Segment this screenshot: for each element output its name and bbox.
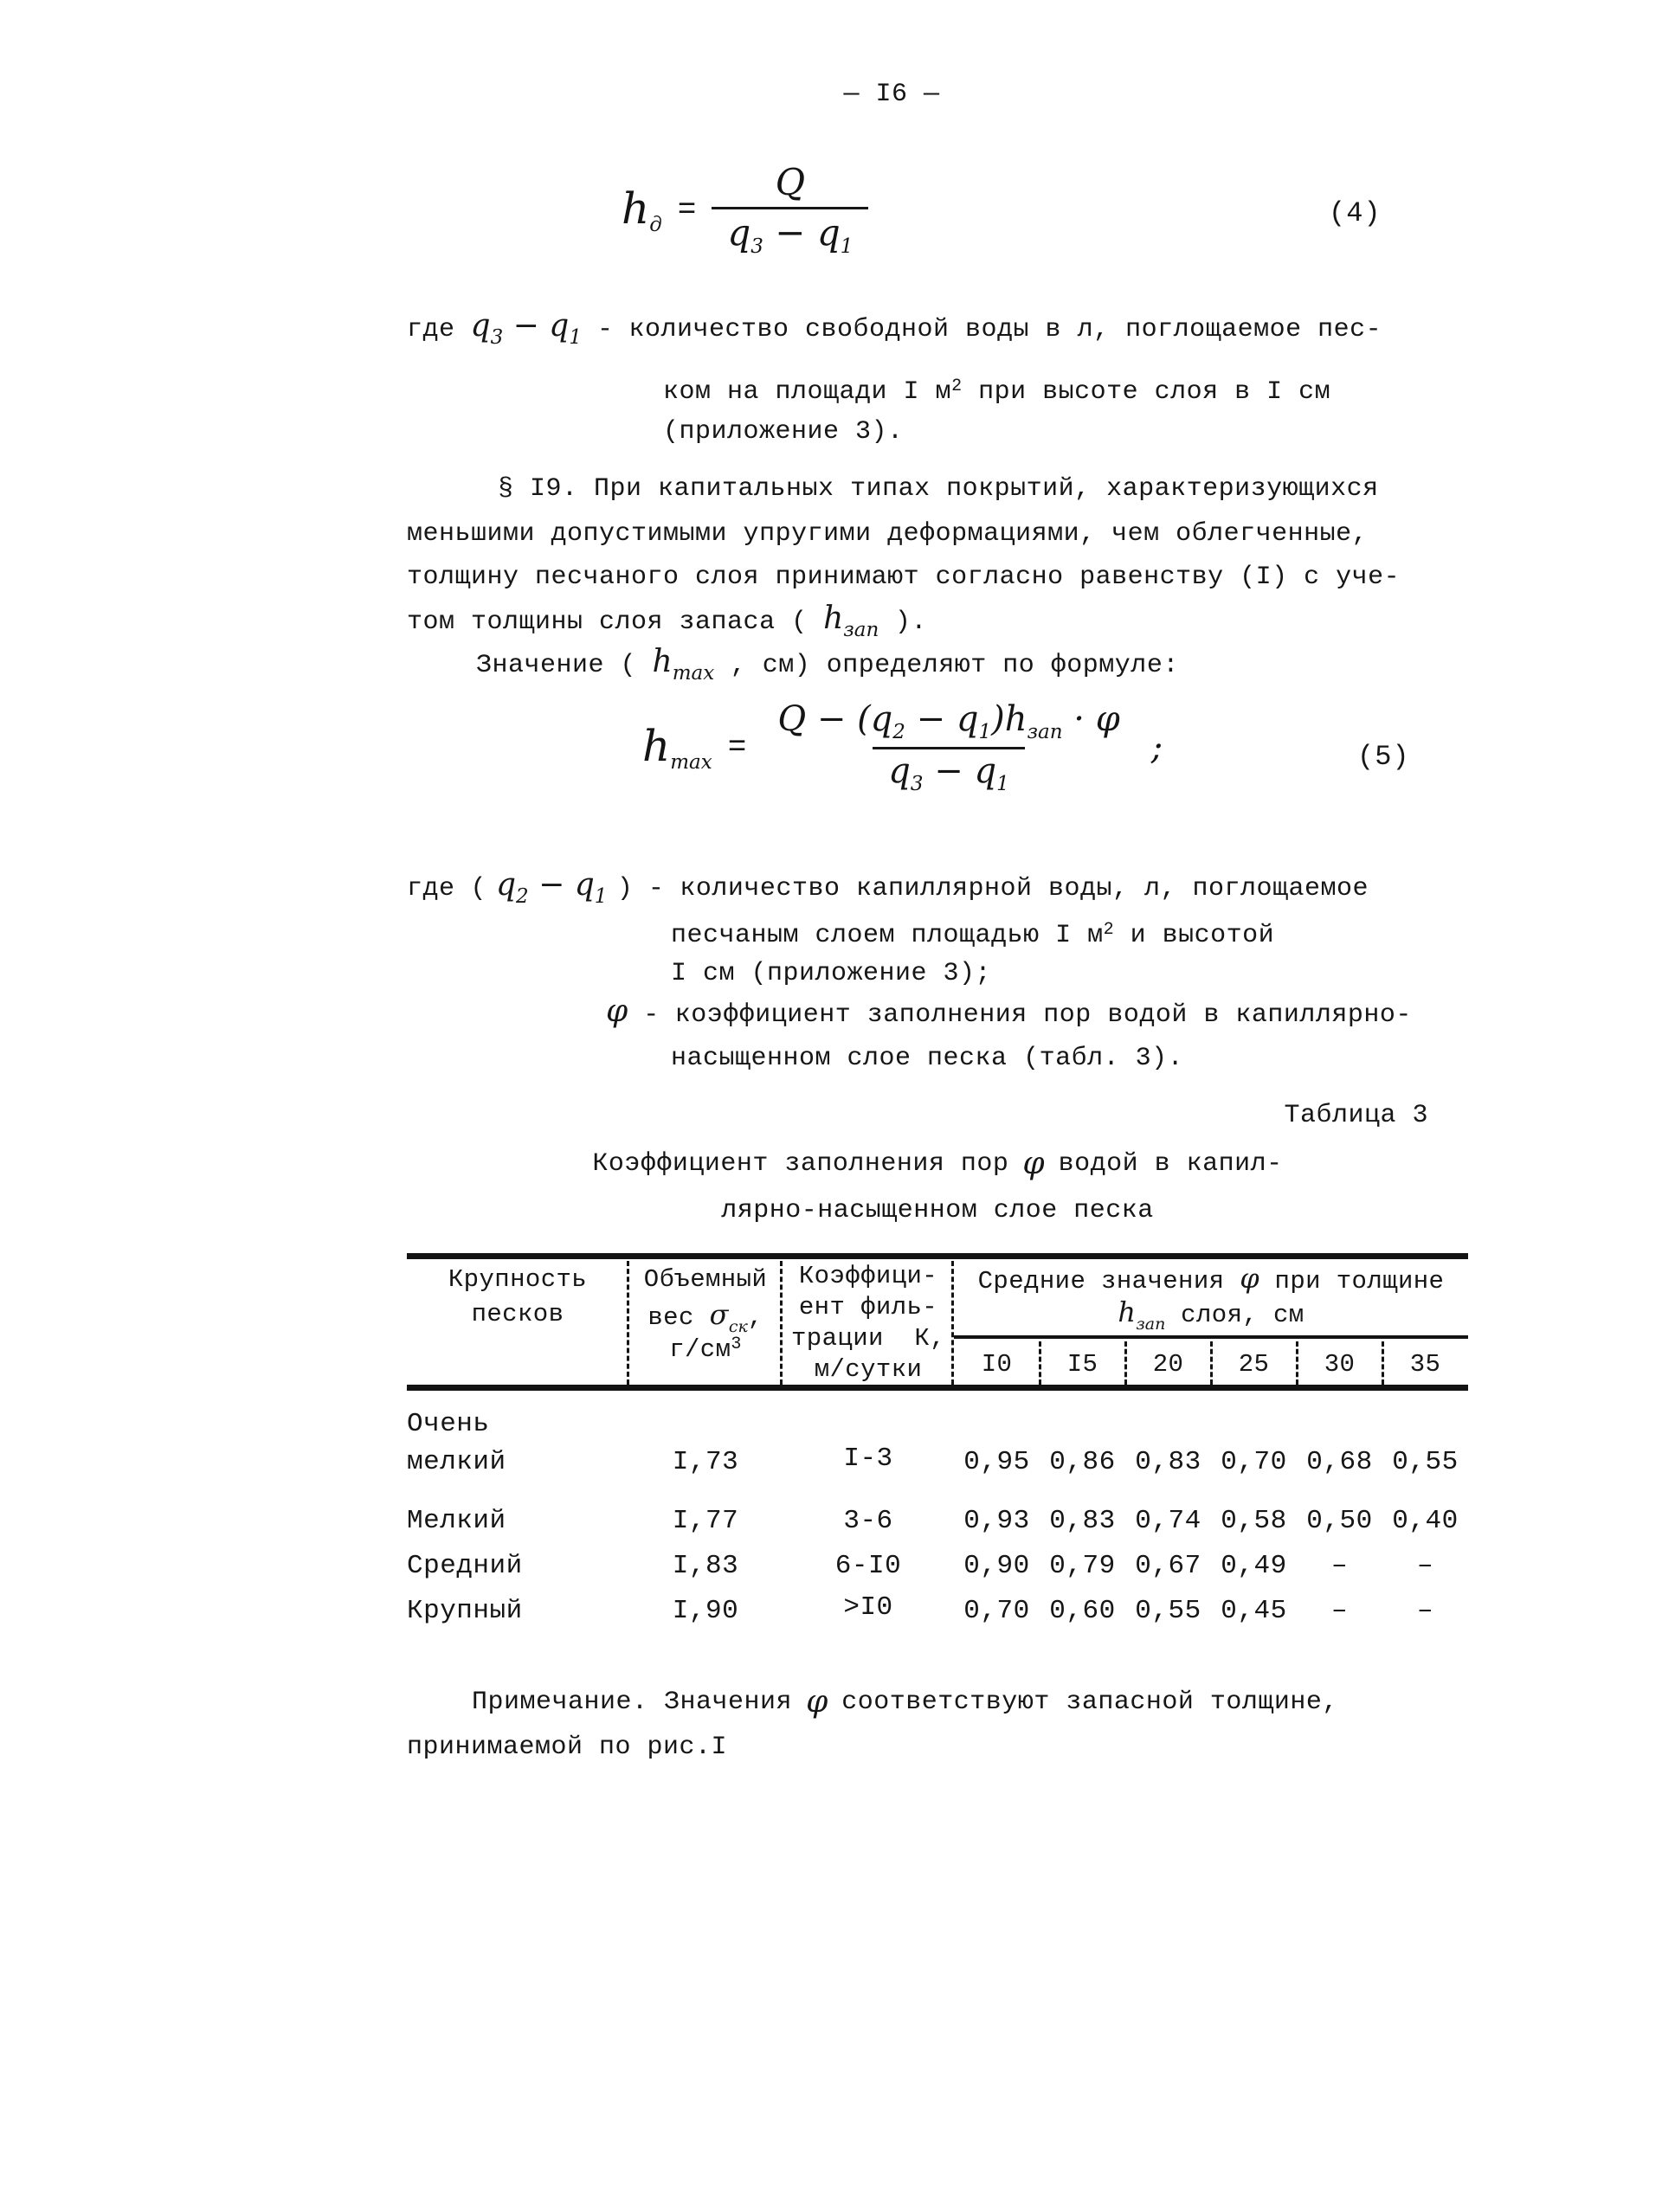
row-very-fine-name-2: мелкий <box>407 1447 506 1477</box>
value-cell: 0,70 <box>963 1596 1030 1626</box>
value-cell: 0,83 <box>1049 1506 1116 1536</box>
where-5-line-4 <box>606 993 1412 1030</box>
value-cell: 0,79 <box>1049 1551 1116 1581</box>
superscript-2: 2 <box>951 376 963 396</box>
para-19-line-5: Значение ( $h_{max}$ , см) определяют по формуле: <box>476 644 1179 685</box>
definition-dash: - <box>643 1000 660 1030</box>
formula-5-number: (5) <box>1357 741 1410 773</box>
value-cell: 0,49 <box>1221 1551 1287 1581</box>
formula-4-lhs: $h_д$ <box>622 183 662 236</box>
header-thickness-25: 25 <box>1238 1350 1270 1379</box>
formula-5-punctuation: ; <box>1150 727 1163 768</box>
header-volume-weight: Объемный <box>643 1265 768 1294</box>
header-phi-values: Средние значения φ при толщине <box>977 1262 1445 1296</box>
header-thickness-20: 20 <box>1152 1350 1184 1379</box>
header-filtration-2: ент филь- <box>798 1293 938 1321</box>
header-grain-size: Крупность <box>448 1265 588 1294</box>
table-title-line-2: лярно-насыщенном слое песка <box>721 1196 1154 1225</box>
definition-dash: - <box>647 874 665 903</box>
definition-dash: - <box>596 315 614 344</box>
note-line-2: принимаемой по рис.I <box>407 1733 728 1762</box>
q2-minus-q1-symbol: ( $q_2 - q_1$ ) <box>470 867 633 908</box>
formula-4-denominator: $q_3 - q_1$ <box>712 207 868 258</box>
phi-symbol: φ <box>606 993 628 1029</box>
table-title-line-1: Коэффициент заполнения пор φ водой в капил- <box>592 1146 1283 1181</box>
value-cell: 0,93 <box>963 1506 1030 1536</box>
row-fine-filtration: 3-6 <box>843 1506 893 1536</box>
value-cell: – <box>1330 1596 1349 1626</box>
where-4-line-2: ком на площади I $м^2$ при высоте слоя в I см <box>663 376 1331 407</box>
note-line-1: Примечание. Значения φ соответствуют запасной толщине, <box>472 1684 1338 1720</box>
header-grain-size-2: песков <box>471 1300 564 1328</box>
value-cell: 0,68 <box>1306 1447 1373 1477</box>
header-thickness-30: 30 <box>1324 1350 1356 1379</box>
value-cell: 0,86 <box>1049 1447 1116 1477</box>
where-5-text-4: коэффициент заполнения пор водой в капиллярно- <box>674 1000 1412 1030</box>
value-cell: 0,74 <box>1135 1506 1201 1536</box>
header-thickness-15: I5 <box>1066 1350 1098 1379</box>
where-4-line-3: (приложение 3). <box>663 417 904 447</box>
q3-minus-q1-symbol: $q_3 - q_1$ <box>470 308 582 349</box>
row-coarse-name: Крупный <box>407 1596 523 1626</box>
formula-5-denominator: $q_3 - q_1$ <box>873 747 1024 795</box>
para-19-line-4: том толщины слоя запаса ( $h_{зап}$ ). <box>407 601 927 641</box>
formula-4-fraction <box>712 161 868 258</box>
row-medium-weight: I,83 <box>672 1551 739 1581</box>
formula-5-lhs: $h_{max}$ <box>642 721 712 774</box>
header-filtration-4: м/сутки <box>814 1355 923 1384</box>
value-cell: 0,67 <box>1135 1551 1201 1581</box>
h-max-symbol: $h_{max}$ <box>652 644 715 685</box>
formula-5 <box>642 699 1163 795</box>
superscript-2: 2 <box>1103 920 1115 940</box>
value-cell: 0,90 <box>963 1551 1030 1581</box>
equals-sign: = <box>727 730 747 765</box>
value-cell: – <box>1416 1551 1434 1581</box>
formula-5-fraction <box>762 699 1135 795</box>
phi-symbol: φ <box>1240 1262 1259 1295</box>
row-medium-filtration: 6-I0 <box>834 1551 902 1581</box>
row-fine-weight: I,77 <box>672 1506 739 1536</box>
para-19-line-3: толщину песчаного слоя принимают согласно равенству (I) с уче- <box>407 563 1401 592</box>
value-cell: – <box>1330 1551 1349 1581</box>
row-coarse-weight: I,90 <box>672 1596 739 1626</box>
value-cell: 0,45 <box>1221 1596 1287 1626</box>
value-cell: 0,55 <box>1392 1447 1459 1477</box>
phi-symbol: φ <box>1022 1146 1045 1181</box>
table-caption: Таблица 3 <box>1284 1101 1428 1130</box>
header-phi-values-2: $h_{зап}$ слоя, см <box>1118 1296 1304 1334</box>
row-medium-name: Средний <box>407 1551 523 1581</box>
page-number: — I6 — <box>843 80 940 109</box>
value-cell: 0,83 <box>1135 1447 1201 1477</box>
header-thickness-35: 35 <box>1409 1350 1441 1379</box>
value-cell: 0,40 <box>1392 1506 1459 1536</box>
where-5-line-3: I см (приложение 3); <box>671 959 992 988</box>
header-thickness-10: I0 <box>981 1350 1013 1379</box>
where-lead: где <box>407 874 455 903</box>
value-cell: 0,70 <box>1221 1447 1287 1477</box>
where-4-text-1: количество свободной воды в л, поглощаемое пес- <box>628 315 1382 344</box>
header-volume-weight-2: вес $\sigma_{ск}$, <box>647 1298 763 1336</box>
table-header-bottom-rule <box>407 1385 1468 1391</box>
row-very-fine-name-1: Очень <box>407 1409 490 1439</box>
row-fine-name: Мелкий <box>407 1506 506 1536</box>
row-coarse-filtration: >I0 <box>843 1592 893 1623</box>
value-cell: 0,55 <box>1135 1596 1201 1626</box>
value-cell: – <box>1416 1596 1434 1626</box>
header-filtration-3: трации К, <box>790 1324 946 1353</box>
value-cell: 0,58 <box>1221 1506 1287 1536</box>
where-4-line-1 <box>407 308 1382 352</box>
equals-sign: = <box>677 191 697 228</box>
formula-4 <box>622 161 868 258</box>
phi-symbol: φ <box>806 1684 828 1720</box>
header-volume-weight-3: $г/см^3$ <box>669 1334 742 1364</box>
formula-5-numerator: $Q - (q_2 - q_1)h_{зап} \cdot \varphi$ <box>777 699 1120 743</box>
value-cell: 0,50 <box>1306 1506 1373 1536</box>
superscript-3: 3 <box>731 1334 742 1354</box>
para-19-line-2: меньшими допустимыми упругими деформациями, чем облегченные, <box>407 519 1369 549</box>
para-19-line-1: § I9. При капитальных типах покрытий, характеризующихся <box>498 474 1379 504</box>
where-5-line-5: насыщенном слое песка (табл. 3). <box>671 1044 1184 1073</box>
row-very-fine-weight: I,73 <box>672 1447 739 1477</box>
sigma-symbol: $\sigma_{ск}$ <box>709 1298 748 1336</box>
table-subheader-rule <box>954 1335 1468 1339</box>
where-5-line-2: песчаным слоем площадью I $м^2$ и высотой <box>671 920 1275 950</box>
h-zap-symbol: $h_{зап}$ <box>1118 1296 1166 1334</box>
where-5-line-1 <box>407 867 1369 911</box>
formula-4-numerator: Q <box>775 161 806 203</box>
table-top-rule <box>407 1253 1468 1259</box>
h-zap-symbol: $h_{зап}$ <box>823 601 879 641</box>
value-cell: 0,60 <box>1049 1596 1116 1626</box>
value-cell: 0,95 <box>963 1447 1030 1477</box>
where-lead: где <box>407 315 455 344</box>
header-filtration: Коэффици- <box>798 1262 938 1290</box>
formula-4-number: (4) <box>1329 197 1382 229</box>
where-5-text-1: количество капиллярной воды, л, поглощаемое <box>680 874 1369 903</box>
row-very-fine-filtration: I-3 <box>843 1444 893 1474</box>
